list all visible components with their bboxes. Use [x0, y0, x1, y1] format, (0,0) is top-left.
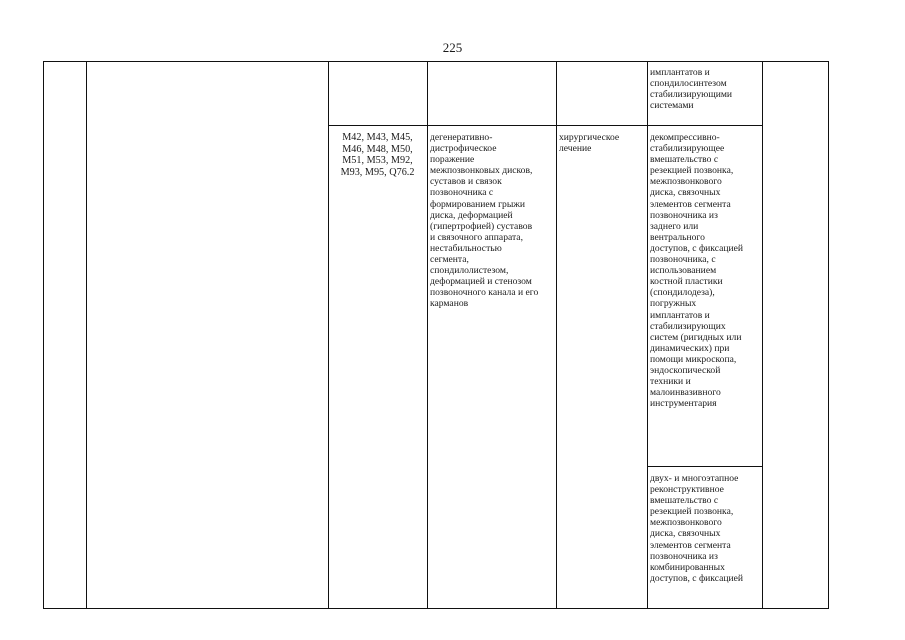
- column-divider: [556, 62, 557, 608]
- column-divider: [328, 62, 329, 608]
- row-divider: [647, 466, 762, 467]
- intervention-cell: двух- и многоэтапное реконструктивное вмешательство с резекцией позвонка, межпозвонкового диска, связочных элементов сегмента позвоночника из комбинированных доступов, с фиксацией: [650, 473, 744, 584]
- page-number: 225: [442, 40, 463, 55]
- intervention-continuation: имплантатов и спондилосинтезом стабилизирующими системами: [650, 67, 733, 112]
- row-divider: [328, 125, 762, 126]
- column-divider: [647, 62, 648, 608]
- intervention-cell: декомпрессивно- стабилизирующее вмешательство с резекцией позвонка, межпозвонкового диска, связочных элементов сегмента позвоночника из заднего или вентрального доступов, с фиксацией позвоночника, с использованием костной пластики (спондилодеза), погружных имплантатов и стабилизирующих систем (ригидных или динамических) при помощи микроскопа, эндоскопической техники и малоинвазивного инструментария: [650, 132, 744, 410]
- icd-codes-cell: M42, M43, M45, M46, M48, M50, M51, M53, M92, M93, M95, Q76.2: [340, 132, 415, 178]
- medical-care-table: [43, 61, 829, 609]
- treatment-type-cell: хирургическое лечение: [559, 132, 620, 155]
- column-divider: [86, 62, 87, 608]
- column-divider: [762, 62, 763, 608]
- diagnosis-cell: дегенеративно- дистрофическое поражение межпозвонковых дисков, суставов и связок позвоночника с формированием грыжи диска, деформацией (гипертрофией) суставов и связочного аппарата, нестабильностью сегмента, спондилолистезом, деформацией и стенозом позвоночного канала и его карманов: [430, 132, 539, 310]
- column-divider: [427, 62, 428, 608]
